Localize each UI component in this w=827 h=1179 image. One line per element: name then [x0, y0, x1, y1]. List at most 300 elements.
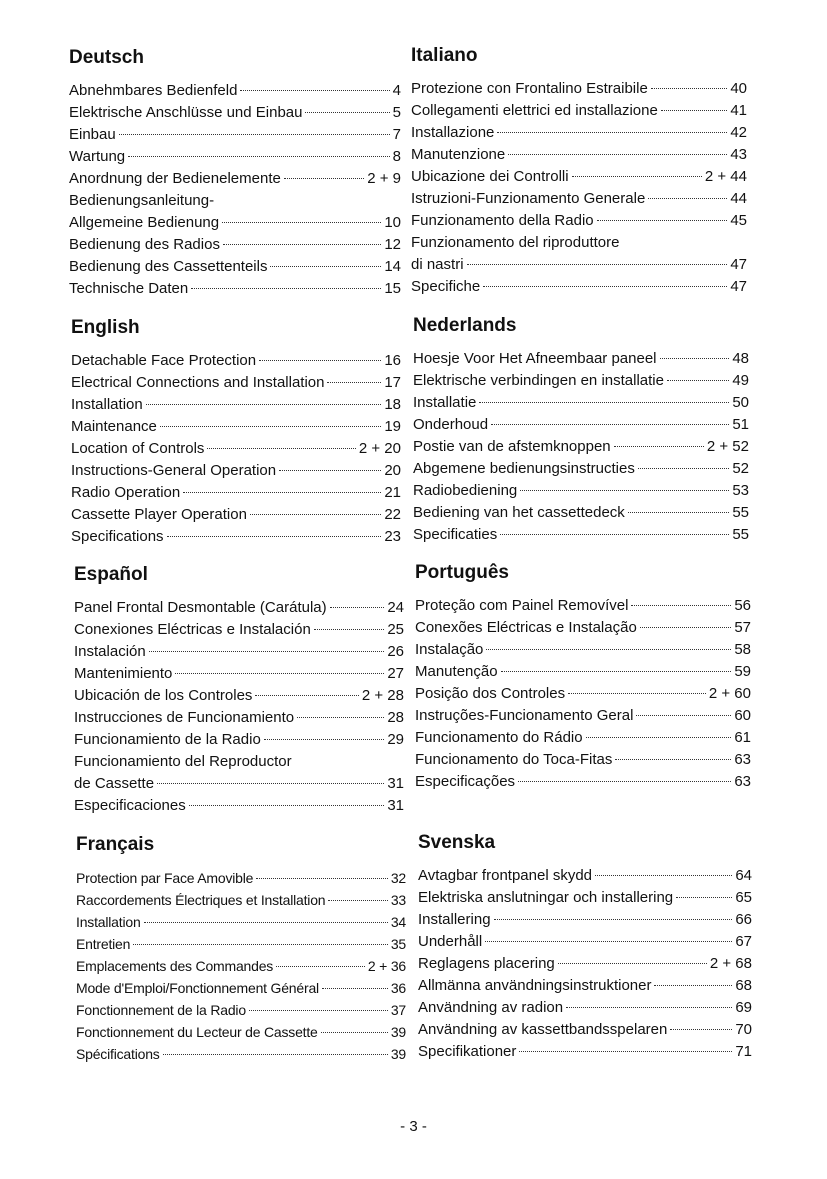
toc-entry: [413, 436, 749, 458]
entry-page-number: 2 + 44: [704, 168, 747, 185]
entry-page-number: 52: [732, 460, 749, 477]
toc-entry: [411, 188, 747, 210]
entry-page-number: 2 + 52: [706, 438, 749, 455]
dot-leader: [485, 941, 732, 942]
entry-title: Specifications: [71, 528, 164, 545]
section-heading: Deutsch: [69, 47, 144, 68]
toc-entry: [413, 458, 749, 480]
toc-entry: [415, 705, 751, 727]
entry-page-number: 36: [390, 980, 406, 996]
entry-page-number: 67: [735, 933, 752, 950]
toc-entries: [71, 350, 401, 548]
dot-leader: [128, 156, 390, 157]
entry-title: Maintenance: [71, 418, 157, 435]
dot-leader: [648, 198, 727, 199]
entry-title: Radiobediening: [413, 482, 518, 499]
entry-page-number: 10: [384, 214, 401, 231]
entry-page-number: 55: [732, 526, 749, 543]
dot-leader: [146, 404, 382, 405]
entry-page-number: 29: [387, 731, 404, 748]
toc-entry: [74, 795, 404, 817]
entry-page-number: 25: [387, 621, 404, 638]
entry-page-number: 69: [735, 999, 752, 1016]
toc-entry: [413, 392, 749, 414]
entry-page-number: 14: [384, 258, 401, 275]
entry-title: Anordnung der Bedienelemente: [69, 170, 281, 187]
entry-page-number: 53: [732, 482, 749, 499]
entry-title: Wartung: [69, 148, 126, 165]
dot-leader: [500, 534, 729, 535]
dot-leader: [628, 512, 730, 513]
dot-leader: [223, 244, 381, 245]
dot-leader: [501, 671, 732, 672]
dot-leader: [322, 988, 388, 989]
toc-entry: [418, 1019, 752, 1041]
toc-entry: [74, 619, 404, 641]
entry-title: Raccordements Électriques et Installation: [76, 892, 326, 908]
toc-entry: [76, 977, 406, 999]
entry-title: Elektrische verbindingen en installatie: [413, 372, 664, 389]
toc-entry: [411, 78, 747, 100]
section-deutsch: [69, 46, 401, 300]
entry-title: Användning av radion: [418, 999, 564, 1016]
entry-page-number: 24: [387, 599, 404, 616]
entry-title: Elektriska anslutningar och installering: [418, 889, 674, 906]
entry-page-number: 68: [735, 977, 752, 994]
toc-entry: [74, 729, 404, 751]
toc-entry: [418, 865, 752, 887]
toc-entry: [74, 685, 404, 707]
entry-page-number: 56: [734, 597, 751, 614]
dot-leader: [222, 222, 381, 223]
dot-leader: [572, 176, 702, 177]
dot-leader: [597, 220, 728, 221]
entry-page-number: 2 + 60: [708, 685, 751, 702]
entry-title: Protection par Face Amovible: [76, 870, 254, 886]
entry-title: Ubicación de los Controles: [74, 687, 253, 704]
toc-entry: [76, 955, 406, 977]
toc-entry: [415, 661, 751, 683]
dot-leader: [163, 1054, 388, 1055]
toc-entry: [418, 887, 752, 909]
entry-page-number: 48: [732, 350, 749, 367]
dot-leader: [614, 446, 704, 447]
section-heading: English: [71, 317, 140, 338]
entry-title: Instructions-General Operation: [71, 462, 277, 479]
dot-leader: [494, 919, 733, 920]
entry-title: Användning av kassettbandsspelaren: [418, 1021, 668, 1038]
toc-entry: [69, 190, 401, 212]
entry-page-number: 61: [734, 729, 751, 746]
section-english: [71, 316, 401, 548]
dot-leader: [321, 1032, 388, 1033]
toc-entry: [69, 124, 401, 146]
dot-leader: [207, 448, 355, 449]
dot-leader: [167, 536, 382, 537]
entry-title: Emplacements des Commandes: [76, 958, 274, 974]
entry-title: Fonctionnement de la Radio: [76, 1002, 246, 1018]
entry-page-number: 51: [732, 416, 749, 433]
dot-leader: [631, 605, 731, 606]
toc-entry: [76, 867, 406, 889]
entry-title: Hoesje Voor Het Afneembaar paneel: [413, 350, 657, 367]
dot-leader: [558, 963, 707, 964]
dot-leader: [483, 286, 727, 287]
dot-leader: [183, 492, 381, 493]
toc-entry: [71, 438, 401, 460]
entry-title: Einbau: [69, 126, 116, 143]
entry-title: Manutenzione: [411, 146, 506, 163]
dot-leader: [256, 878, 388, 879]
entry-title: Fonctionnement du Lecteur de Cassette: [76, 1024, 318, 1040]
entry-title: Avtagbar frontpanel skydd: [418, 867, 593, 884]
dot-leader: [279, 470, 381, 471]
page-number: - 3 -: [400, 1118, 427, 1135]
entry-page-number: 2 + 9: [367, 170, 401, 187]
toc-entries: [74, 597, 404, 817]
entry-title: Funcionamento do Toca-Fitas: [415, 751, 613, 768]
section-portugues: [415, 561, 751, 793]
entry-title: Mode d'Emploi/Fonctionnement Général: [76, 980, 319, 996]
entry-page-number: 63: [734, 751, 751, 768]
entry-page-number: 4: [392, 82, 401, 99]
toc-entry: [74, 773, 404, 795]
entry-title: Electrical Connections and Installation: [71, 374, 325, 391]
dot-leader: [595, 875, 732, 876]
entry-title: Allgemeine Bedienung: [69, 214, 220, 231]
entry-title: Spécifications: [76, 1046, 160, 1062]
entry-title: Istruzioni-Funzionamento Generale: [411, 190, 646, 207]
entry-title: Mantenimiento: [74, 665, 173, 682]
entry-title: Funzionamento del riproduttore: [411, 234, 620, 251]
toc-entry: [71, 460, 401, 482]
dot-leader: [284, 178, 364, 179]
toc-entry: [411, 276, 747, 298]
dot-leader: [330, 607, 385, 608]
entry-title: Instrucciones de Funcionamiento: [74, 709, 295, 726]
toc-entry: [71, 394, 401, 416]
entry-title: Proteção com Painel Removível: [415, 597, 629, 614]
dot-leader: [264, 739, 385, 740]
dot-leader: [654, 985, 732, 986]
entry-title: Instalación: [74, 643, 146, 660]
entry-page-number: 50: [732, 394, 749, 411]
dot-leader: [297, 717, 384, 718]
entry-page-number: 31: [387, 797, 404, 814]
entry-page-number: 27: [387, 665, 404, 682]
toc-entry: [69, 102, 401, 124]
entry-title: Location of Controls: [71, 440, 205, 457]
entry-page-number: 63: [734, 773, 751, 790]
entry-title: Bedienungsanleitung-: [69, 192, 215, 209]
entry-title: Entretien: [76, 936, 131, 952]
entry-title: Bedienung des Radios: [69, 236, 220, 253]
dot-leader: [615, 759, 731, 760]
entry-title: Instruções-Funcionamento Geral: [415, 707, 634, 724]
toc-entries: [413, 348, 749, 546]
toc-entries: [76, 867, 406, 1065]
entry-page-number: 55: [732, 504, 749, 521]
toc-entry: [413, 414, 749, 436]
toc-entry: [69, 234, 401, 256]
entry-page-number: 21: [384, 484, 401, 501]
dot-leader: [667, 380, 729, 381]
dot-leader: [479, 402, 729, 403]
toc-entry: [74, 751, 404, 773]
toc-entry: [418, 931, 752, 953]
entry-title: de Cassette: [74, 775, 155, 792]
dot-leader: [327, 382, 381, 383]
dot-leader: [328, 900, 387, 901]
toc-entry: [69, 146, 401, 168]
entry-page-number: 44: [730, 190, 747, 207]
entry-page-number: 20: [384, 462, 401, 479]
dot-leader: [249, 1010, 388, 1011]
entry-page-number: 2 + 68: [709, 955, 752, 972]
toc-entry: [76, 933, 406, 955]
dot-leader: [586, 737, 732, 738]
dot-leader: [636, 715, 731, 716]
entry-title: Installatie: [413, 394, 477, 411]
toc-entry: [418, 975, 752, 997]
entry-title: Specifikationer: [418, 1043, 517, 1060]
entry-page-number: 15: [384, 280, 401, 297]
entry-title: Abgemene bedienungsinstructies: [413, 460, 635, 477]
entry-title: Allmänna användningsinstruktioner: [418, 977, 652, 994]
entry-title: Installation: [71, 396, 143, 413]
toc-entry: [415, 727, 751, 749]
entry-title: Specificaties: [413, 526, 498, 543]
dot-leader: [638, 468, 729, 469]
toc-entry: [411, 144, 747, 166]
entry-title: Specifiche: [411, 278, 481, 295]
toc-entry: [411, 166, 747, 188]
entry-page-number: 26: [387, 643, 404, 660]
entry-page-number: 35: [390, 936, 406, 952]
entry-title: Onderhoud: [413, 416, 489, 433]
entry-title: Conexões Eléctricas e Instalação: [415, 619, 637, 636]
toc-entry: [413, 348, 749, 370]
dot-leader: [661, 110, 728, 111]
toc-entry: [69, 212, 401, 234]
entry-page-number: 40: [730, 80, 747, 97]
entry-title: Installation: [76, 914, 141, 930]
dot-leader: [670, 1029, 732, 1030]
dot-leader: [519, 1051, 732, 1052]
entry-page-number: 37: [390, 1002, 406, 1018]
dot-leader: [133, 944, 388, 945]
entry-page-number: 5: [392, 104, 401, 121]
dot-leader: [314, 629, 385, 630]
dot-leader: [508, 154, 727, 155]
dot-leader: [491, 424, 729, 425]
entry-title: Instalação: [415, 641, 484, 658]
entry-page-number: 2 + 36: [367, 958, 406, 974]
dot-leader: [157, 783, 384, 784]
entry-page-number: 34: [390, 914, 406, 930]
entry-page-number: 65: [735, 889, 752, 906]
entry-title: Conexiones Eléctricas e Instalación: [74, 621, 311, 638]
dot-leader: [566, 1007, 732, 1008]
entry-title: Radio Operation: [71, 484, 181, 501]
entry-title: Reglagens placering: [418, 955, 555, 972]
entry-title: Cassette Player Operation: [71, 506, 247, 523]
toc-entry: [415, 595, 751, 617]
toc-entries: [411, 78, 747, 298]
entry-title: Installazione: [411, 124, 495, 141]
dot-leader: [250, 514, 381, 515]
section-francais: [76, 833, 406, 1065]
dot-leader: [651, 88, 728, 89]
dot-leader: [119, 134, 390, 135]
toc-entry: [415, 683, 751, 705]
toc-entry: [415, 617, 751, 639]
entry-page-number: 16: [384, 352, 401, 369]
entry-title: di nastri: [411, 256, 464, 273]
entry-title: Installering: [418, 911, 491, 928]
toc-entry: [411, 122, 747, 144]
toc-entry: [71, 526, 401, 548]
section-svenska: [418, 831, 752, 1063]
dot-leader: [486, 649, 731, 650]
entry-page-number: 64: [735, 867, 752, 884]
entry-page-number: 12: [384, 236, 401, 253]
entry-title: Elektrische Anschlüsse und Einbau: [69, 104, 303, 121]
entry-page-number: 59: [734, 663, 751, 680]
toc-entry: [411, 232, 747, 254]
dot-leader: [467, 264, 728, 265]
toc-entries: [415, 595, 751, 793]
dot-leader: [518, 781, 731, 782]
entry-page-number: 47: [730, 278, 747, 295]
dot-leader: [676, 897, 732, 898]
entry-title: Funzionamento della Radio: [411, 212, 594, 229]
entry-title: Abnehmbares Bedienfeld: [69, 82, 238, 99]
entry-title: Underhåll: [418, 933, 483, 950]
section-nederlands: [413, 314, 749, 546]
entry-page-number: 71: [735, 1043, 752, 1060]
toc-entry: [411, 254, 747, 276]
toc-entry: [418, 909, 752, 931]
dot-leader: [191, 288, 381, 289]
dot-leader: [240, 90, 389, 91]
section-heading: Nederlands: [413, 315, 517, 336]
dot-leader: [276, 966, 365, 967]
entry-page-number: 60: [734, 707, 751, 724]
dot-leader: [305, 112, 389, 113]
entry-title: Technische Daten: [69, 280, 189, 297]
entry-title: Bedienung des Cassettenteils: [69, 258, 268, 275]
toc-entry: [76, 911, 406, 933]
toc-entry: [415, 749, 751, 771]
entry-page-number: 45: [730, 212, 747, 229]
dot-leader: [144, 922, 388, 923]
dot-leader: [640, 627, 732, 628]
section-heading: Français: [76, 834, 155, 855]
toc-entries: [69, 80, 401, 300]
toc-entry: [76, 1021, 406, 1043]
entry-page-number: 28: [387, 709, 404, 726]
entry-page-number: 70: [735, 1021, 752, 1038]
section-espanol: [74, 563, 404, 817]
entry-page-number: 32: [390, 870, 406, 886]
toc-entry: [71, 416, 401, 438]
toc-entry: [418, 997, 752, 1019]
section-heading: Svenska: [418, 832, 496, 853]
entry-page-number: 23: [384, 528, 401, 545]
entry-page-number: 33: [390, 892, 406, 908]
toc-entry: [411, 210, 747, 232]
toc-entry: [415, 771, 751, 793]
toc-entry: [69, 278, 401, 300]
toc-entry: [413, 370, 749, 392]
entry-page-number: 19: [384, 418, 401, 435]
toc-entry: [71, 504, 401, 526]
dot-leader: [255, 695, 358, 696]
section-heading: Português: [415, 562, 509, 583]
entry-page-number: 2 + 20: [358, 440, 401, 457]
section-heading: Español: [74, 564, 148, 585]
entry-page-number: 49: [732, 372, 749, 389]
toc-entry: [74, 663, 404, 685]
entry-page-number: 39: [390, 1024, 406, 1040]
dot-leader: [520, 490, 729, 491]
entry-title: Especificaciones: [74, 797, 186, 814]
entry-page-number: 41: [730, 102, 747, 119]
entry-page-number: 47: [730, 256, 747, 273]
entry-title: Manutenção: [415, 663, 498, 680]
toc-entry: [415, 639, 751, 661]
entry-page-number: 58: [734, 641, 751, 658]
entry-page-number: 7: [392, 126, 401, 143]
entry-title: Posição dos Controles: [415, 685, 566, 702]
dot-leader: [270, 266, 381, 267]
toc-entry: [71, 372, 401, 394]
toc-entry: [71, 482, 401, 504]
toc-entry: [69, 256, 401, 278]
toc-entry: [76, 999, 406, 1021]
entry-page-number: 43: [730, 146, 747, 163]
dot-leader: [189, 805, 385, 806]
entry-title: Especificações: [415, 773, 516, 790]
entry-title: Panel Frontal Desmontable (Carátula): [74, 599, 327, 616]
entry-title: Collegamenti elettrici ed installazione: [411, 102, 658, 119]
dot-leader: [149, 651, 385, 652]
section-italiano: [411, 44, 747, 298]
entry-title: Bediening van het cassettedeck: [413, 504, 625, 521]
entry-page-number: 57: [734, 619, 751, 636]
entry-page-number: 2 + 28: [361, 687, 404, 704]
entry-title: Detachable Face Protection: [71, 352, 257, 369]
entry-page-number: 39: [390, 1046, 406, 1062]
entry-title: Funcionamento do Rádio: [415, 729, 583, 746]
entry-title: Funcionamiento de la Radio: [74, 731, 261, 748]
toc-entry: [69, 80, 401, 102]
dot-leader: [175, 673, 384, 674]
toc-entry: [418, 1041, 752, 1063]
toc-entry: [418, 953, 752, 975]
section-heading: Italiano: [411, 45, 478, 66]
entry-page-number: 31: [387, 775, 404, 792]
toc-entry: [413, 480, 749, 502]
dot-leader: [497, 132, 727, 133]
toc-entry: [71, 350, 401, 372]
toc-entries: [418, 865, 752, 1063]
dot-leader: [259, 360, 381, 361]
toc-entry: [69, 168, 401, 190]
entry-page-number: 22: [384, 506, 401, 523]
entry-page-number: 66: [735, 911, 752, 928]
